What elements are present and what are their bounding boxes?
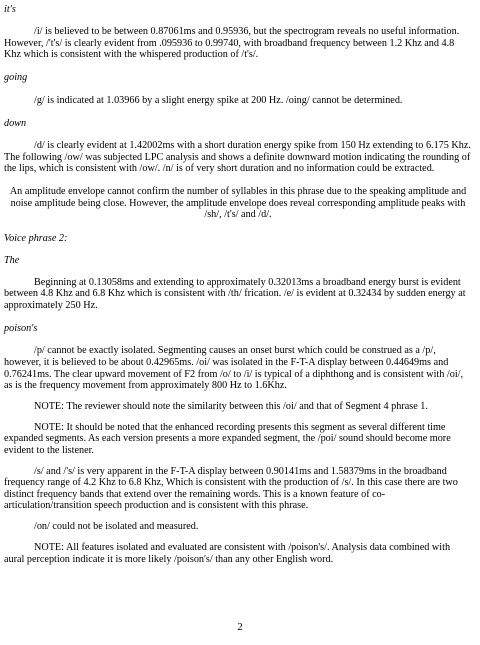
paragraph-note-similarity: NOTE: The reviewer should note the similarity between this /oi/ and that of Segment 4 phrase 1. [34,400,428,412]
heading-voice-phrase-2: Voice phrase 2: [4,232,68,244]
heading-the: The [4,254,20,266]
page-number: 2 [237,621,243,633]
paragraph-going: /g/ is indicated at 1.03966 by a slight energy spike at 200 Hz. /oing/ cannot be determined. [34,94,403,106]
document-page [4,4,472,574]
paragraph-down: /d/ is clearly evident at 1.42002ms with a short duration energy spike from 150 Hz extending to 6.175 Khz. The following /ow/ was subjected LPC analysis and shows a definite downward motion indicating the rounding of the lips, which is consistent with /ow/. /n/ is of very short duration and no information could be extracted. [4,139,471,175]
paragraph-s-segment: /s/ and /'s/ is very apparent in the F-T-A display between 0.90141ms and 1.58379ms in the broadband frequency range of 4.2 Khz to 6.8 Khz, Which is consistent with the production of /s/. In this case there are two distinct frequency bands that extend over the remaining words. This is a known feature of co-articulation/transition speech production and is consistent with this phrase. [4,465,458,512]
paragraph-amplitude-envelope: An amplitude envelope cannot confirm the number of syllables in this phrase due to the speaking amplitude and noise amplitude being close. However, the amplitude envelope does reveal corresponding amplitude peaks with /sh/, /t's/ and /d/. [9,186,467,221]
heading-down: down [4,117,27,129]
paragraph-note-all-features: NOTE: All features isolated and evaluated are consistent with /poison's/. Analysis data combined with aural perception indicate it is more likely /poison's/ than any other English word. [4,542,451,565]
paragraph-note-enhanced: NOTE: It should be noted that the enhanced recording presents this segment as several different time expanded segments. As each version presents a more expanded segment, the /poi/ sound should become more evident to the listener. [4,421,451,456]
heading-its: it's [4,4,16,15]
heading-poisons: poison's [4,323,38,335]
paragraph-poisons-p: /p/ cannot be exactly isolated. Segmenting causes an onset burst which could be construed as a /p/, however, it is believed to be about 0.42965ms. /oi/ was isolated in the F-T-A display between 0.44649ms and 0.76241ms. The clear upward movement of F2 from /o/ to /i/ is typical of a diphthong and is consistent with /oi/, as is the frequency movement from approximately 800 Hz to 1.6Khz. [4,345,464,392]
paragraph-on-segment: /on/ could not be isolated and measured. [34,521,199,533]
heading-going: going [4,72,28,84]
paragraph-the: Beginning at 0.13058ms and extending to approximately 0.32013ms a broadband energy burst is evident between 4.8 Khz and 6.8 Khz which is consistent with /th/ frication. /e/ is evident at 0.32434 by sudden energy at approximately 250 Hz. [4,276,466,312]
paragraph-its: /i/ is believed to be between 0.87061ms and 0.95936, but the spectrogram reveals no useful information. However, /'t's/ is clearly evident from .095936 to 0.99740, with broadband frequency between 1.2 Khz and 4.8 Khz which is consistent with the whispered production of /t's/. [4,26,460,61]
